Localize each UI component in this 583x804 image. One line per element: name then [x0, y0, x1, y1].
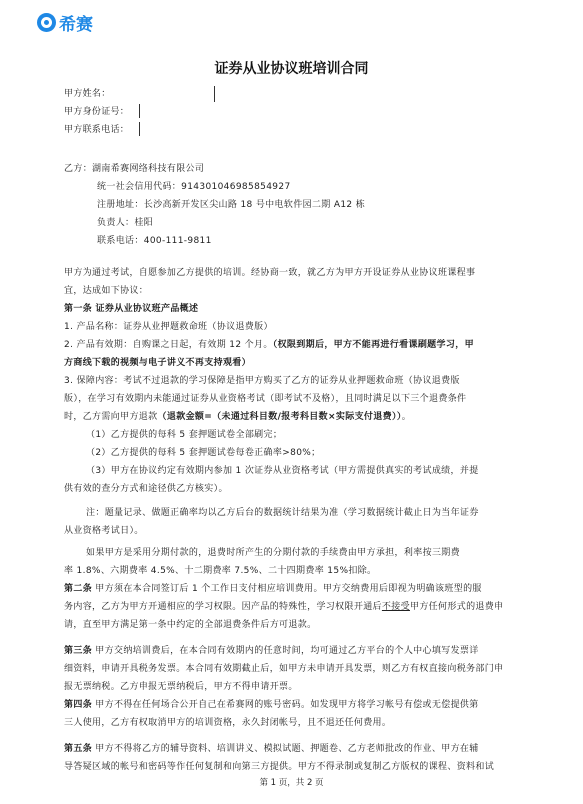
installment-line-2: 率 1.8%、六期费率 4.5%、十二期费率 7.5%、二十四期费率 15%扣除。	[64, 566, 377, 576]
article-2-line-2: 务内容，乙方为甲方开通相应的学习权限。因产品的特殊性，学习权限开通后不接受甲方任何形式的退费申	[64, 602, 504, 612]
article-1-item-2-cont: 方商线下载的视频与电子讲义不再支持观看）	[64, 358, 252, 368]
intro-line-2: 宜，达成如下协议：	[64, 286, 149, 296]
installment-line-1: 如果甲方是采用分期付款的，退费时所产生的分期付款的手续费由甲方承担，利率按三期费	[86, 548, 461, 558]
party-b-person: 负责人：桂阳	[97, 218, 154, 228]
brand-name: 希赛	[59, 15, 93, 35]
article-4-line-1: 第四条 甲方不得在任何场合公开自己在希赛网的账号密码。如发现甲方将学习帐号有偿或无偿提供第	[64, 700, 479, 710]
party-b-credit-code: 统一社会信用代码：914301046985854927	[97, 182, 291, 192]
intro-line-1: 甲方为通过考试，自愿参加乙方提供的培训。经协商一致，就乙方为甲方开设证券从业协议班课程事	[64, 268, 476, 278]
party-a-phone-label: 甲方联系电话：	[64, 125, 130, 135]
article-1-item-3: 3. 保障内容：考试不过退款的学习保障是指甲方购买了乙方的证券从业押题救命班（协议退费版	[64, 376, 460, 386]
note-line-1: 注：题量记录、做题正确率均以乙方后台的数据统计结果为准（学习数据统计截止日为当年证券	[86, 508, 479, 518]
article-3-line-2: 细资料，申请开具税务发票。本合同有效期截止后，如甲方未申请开具发票，则乙方有权直接向税务部门申	[64, 664, 504, 674]
document-title: 证券从业协议班培训合同	[214, 61, 369, 77]
logo-icon	[37, 13, 56, 32]
article-2-line-3: 请，直至甲方满足第一条中约定的全部退费条件后方可退款。	[64, 620, 317, 630]
condition-2: （2）乙方提供的每科 5 套押题试卷每卷正确率>80%；	[86, 448, 321, 458]
article-5-line-1: 第五条 甲方不得将乙方的辅导资料、培训讲义、模拟试题、押题卷、乙方老师批改的作业、甲方在辅	[64, 744, 479, 754]
article-1-title: 第一条 证券从业协议班产品概述	[64, 304, 199, 314]
article-5-line-2: 导答疑区域的帐号和密码等作任何复制和向第三方提供。甲方不得录制或复制乙方版权的课程、资料和试	[64, 762, 495, 772]
article-1-item-3-cont: 版），在学习有效期内未能通过证券从业资格考试（即考试不及格），且同时满足以下三个退费条件	[64, 394, 467, 404]
party-b-name: 乙方：湖南希赛网络科技有限公司	[64, 164, 205, 174]
condition-3-cont: 供有效的查分方式和途径供乙方核实）。	[64, 484, 228, 494]
text-cursor	[214, 86, 215, 102]
condition-1: （1）乙方提供的每科 5 套押题试卷全部刷完；	[86, 430, 283, 440]
article-3-line-1: 第三条 甲方交纳培训费后，在本合同有效期内的任意时间，均可通过乙方平台的个人中心填写发票详	[64, 646, 479, 656]
condition-3: （3）甲方在协议约定有效期内参加 1 次证券从业资格考试（甲方需提供真实的考试成绩，并提	[86, 466, 479, 476]
article-1-item-1: 1. 产品名称：证券从业押题救命班（协议退费版）	[64, 322, 273, 332]
article-2-line-1: 第二条 甲方须在本合同签订后 1 个工作日支付相应培训费用。甲方交纳费用后即视为明确该班型的服	[64, 584, 482, 594]
party-a-name-label: 甲方姓名：	[64, 89, 111, 99]
article-3-line-3: 报无票纳税。乙方申报无票纳税后，甲方不得申请开票。	[64, 682, 298, 692]
article-4-line-2: 三人使用，乙方有权取消甲方的培训资格，永久封闭帐号，且不退还任何费用。	[64, 718, 392, 728]
page-number: 第 1 页，共 2 页	[259, 778, 324, 788]
field-divider	[139, 104, 140, 118]
note-line-2: 从业资格考试日）。	[64, 526, 144, 536]
article-1-item-2: 2. 产品有效期：自购课之日起，有效期 12 个月。（权限到期后，甲方不能再进行看课刷题学习，甲	[64, 340, 474, 350]
party-b-address: 注册地址：长沙高新开发区尖山路 18 号中电软件园二期 A12 栋	[97, 200, 366, 210]
field-divider	[139, 122, 140, 136]
brand-logo	[37, 10, 93, 35]
party-a-id-label: 甲方身份证号：	[64, 107, 130, 117]
party-b-phone: 联系电话：400-111-9811	[97, 236, 212, 246]
article-1-item-3-refund: 时，乙方需向甲方退款（退款金额=（未通过科目数/报考科目数×实际支付退费））。	[64, 412, 412, 422]
